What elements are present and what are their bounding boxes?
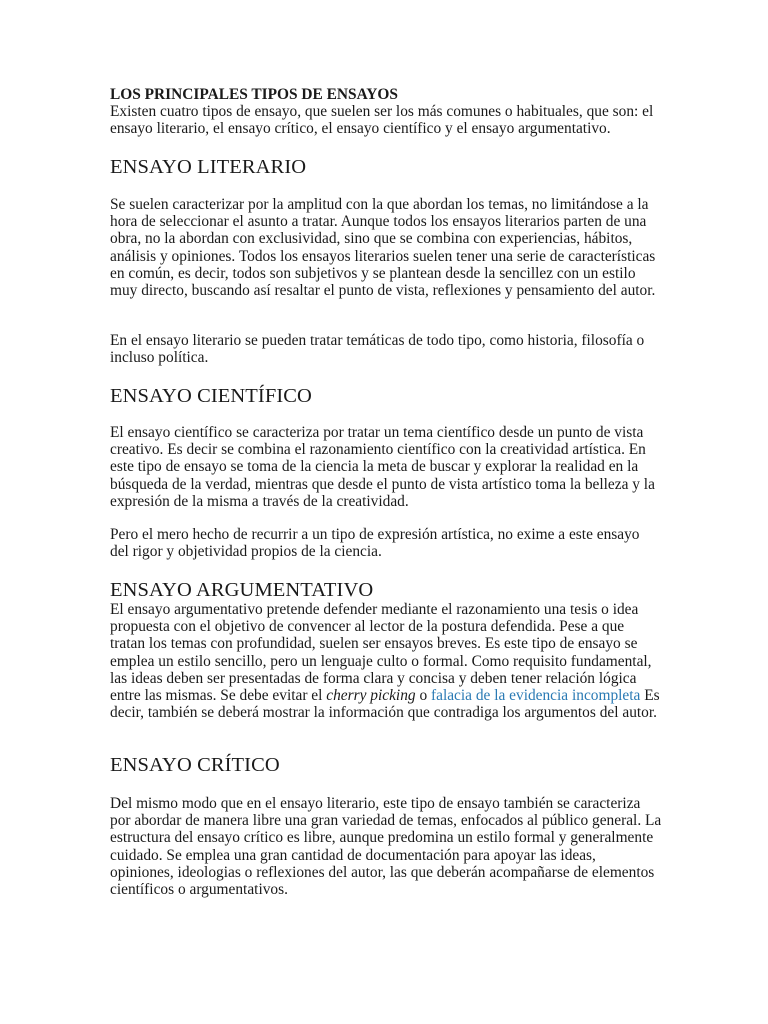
intro-section: [110, 86, 662, 138]
intro-paragraph: Existen cuatro tipos de ensayo, que suelen ser los más comunes o habituales, que son: el ensayo literario, el ensayo crítico, el ensayo científico y el ensayo argumentativo.: [110, 103, 654, 138]
literario-paragraph-2: En el ensayo literario se pueden tratar temáticas de todo tipo, como historia, filosofía o incluso política.: [110, 332, 645, 367]
cientifico-paragraph-1: El ensayo científico se caracteriza por tratar un tema científico desde un punto de vista creativo. Es decir se combina el razonamiento científico con la creatividad artística. En este tipo de ensayo se toma de la ciencia la meta de buscar y explorar la realidad en la búsqueda de la verdad, mientras que desde el punto de vista artístico toma la belleza y la expresión de la misma a través de la creatividad.: [110, 424, 655, 510]
argumentativo-text-mid: o: [415, 687, 431, 705]
heading-ensayo-critico: ENSAYO CRÍTICO: [110, 754, 280, 776]
heading-ensayo-argumentativo: ENSAYO ARGUMENTATIVO: [110, 579, 374, 601]
literario-paragraph-1: Se suelen caracterizar por la amplitud con la que abordan los temas, no limitándose a la hora de seleccionar el asunto a tratar. Aunque todos los ensayos literarios parten de una obra, no la abordan con exclusividad, sino que se combina con experiencias, hábitos, análisis y opiniones. Todos los ensayos literarios suelen tener una serie de características en común, es decir, todos son subjetivos y se plantean desde la sencillez con un estilo muy directo, buscando así resaltar el punto de vista, reflexiones y pensamiento del autor.: [110, 196, 656, 300]
heading-ensayo-literario: ENSAYO LITERARIO: [110, 156, 307, 178]
argumentativo-text-start: El ensayo argumentativo pretende defender mediante el razonamiento una tesis o idea propuesta con el objetivo de convencer al lector de la postura defendida. Pese a que tratan los temas con profundidad, suelen ser ensayos breves. Es este tipo de ensayo se emplea un estilo sencillo, pero un lenguaje culto o formal. Como requisito fundamental, las ideas deben ser presentadas de forma clara y concisa y deben tener relación lógica entre las mismas. Se debe evitar el: [110, 601, 652, 705]
argumentativo-paragraph-1: [110, 601, 662, 721]
critico-paragraph-1: Del mismo modo que en el ensayo literario, este tipo de ensayo también se caracteriza por abordar de manera libre una gran variedad de temas, enfocados al público general. La estructura del ensayo crítico es libre, aunque predomina un estilo formal y generalmente cuidado. Se emplea una gran cantidad de documentación para apoyar las ideas, opiniones, ideologias o reflexiones del autor, las que deberán acompañarse de elementos científicos o argumentativos.: [110, 795, 662, 899]
cientifico-paragraph-2: Pero el mero hecho de recurrir a un tipo de expresión artística, no exime a este ensayo del rigor y objetividad propios de la ciencia.: [110, 526, 640, 561]
falacia-evidencia-incompleta-link[interactable]: falacia de la evidencia incompleta: [430, 687, 641, 705]
argumentativo-text-end: Es decir, también se deberá mostrar la información que contradiga los argumentos del autor.: [110, 687, 660, 722]
page-title: LOS PRINCIPALES TIPOS DE ENSAYOS: [110, 86, 398, 103]
heading-ensayo-cientifico: ENSAYO CIENTÍFICO: [110, 385, 312, 407]
cherry-picking-term: cherry picking: [326, 687, 416, 705]
